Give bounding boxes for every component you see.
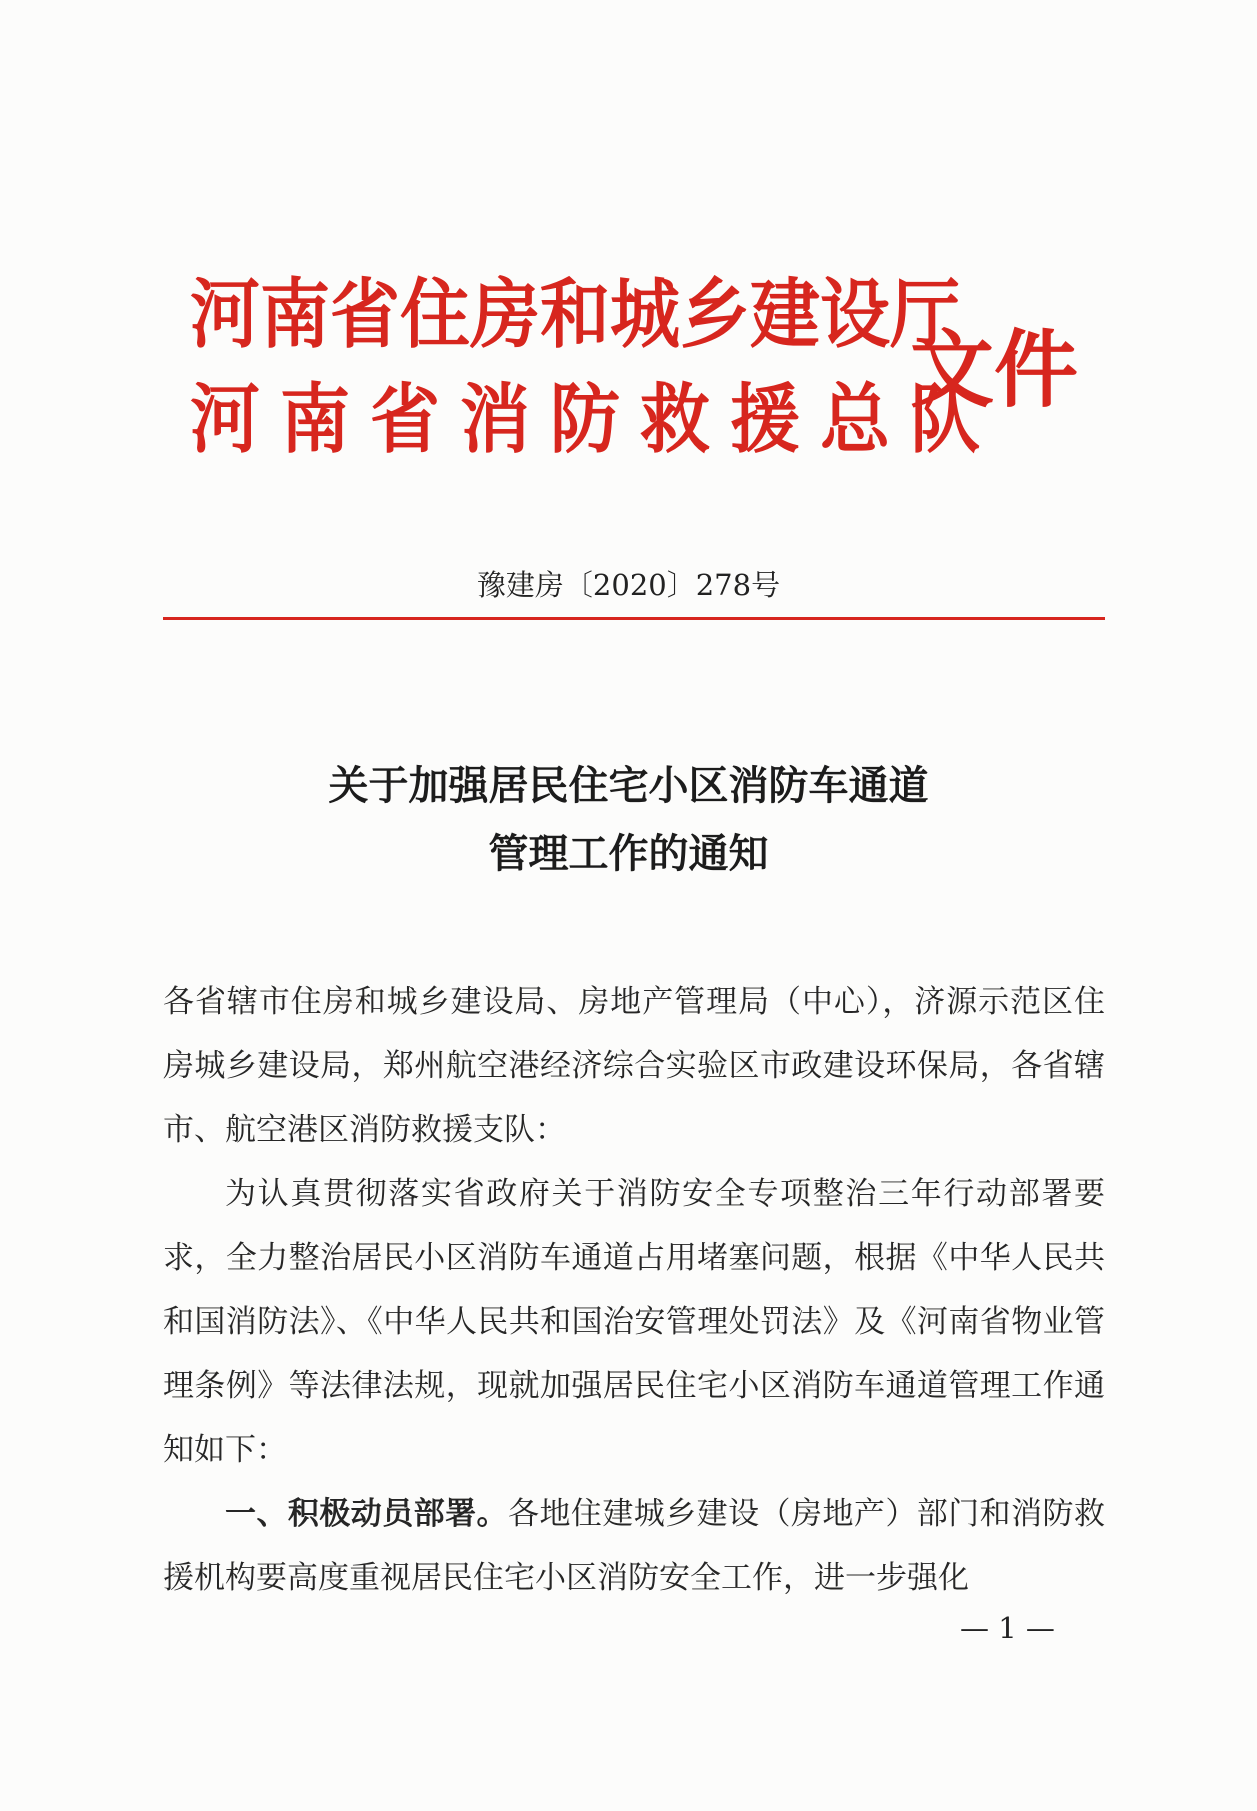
title-line-1: 关于加强居民住宅小区消防车通道 bbox=[328, 763, 929, 809]
document-body bbox=[163, 970, 1105, 1610]
section-1-text: 各地住建城乡建设（房地产）部门和消防救援机构要高度重视居民住宅小区消防安全工作，进一步强化 bbox=[163, 1496, 1105, 1596]
title-line-2: 管理工作的通知 bbox=[488, 831, 769, 877]
red-separator-line bbox=[163, 617, 1105, 620]
issuer-line-1: 河南省住房和城乡建设厅 bbox=[190, 270, 960, 359]
page-number: — 1 — bbox=[960, 1611, 1055, 1645]
issuer-line-2: 河南省消防救援总队 bbox=[190, 375, 1000, 464]
document-kind-label: 文件 bbox=[910, 321, 1079, 419]
document-number: 豫建房〔2020〕278号 bbox=[476, 568, 781, 602]
addressees-paragraph: 各省辖市住房和城乡建设局、房地产管理局（中心），济源示范区住房城乡建设局，郑州航空港经济综合实验区市政建设环保局，各省辖市、航空港区消防救援支队： bbox=[163, 984, 1105, 1148]
red-header bbox=[190, 265, 1090, 465]
intro-paragraph: 为认真贯彻落实省政府关于消防安全专项整治三年行动部署要求，全力整治居民小区消防车通道占用堵塞问题，根据《中华人民共和国消防法》、《中华人民共和国治安管理处罚法》及《河南省物业管理条例》等法律法规，现就加强居民住宅小区消防车通道管理工作通知如下： bbox=[163, 1176, 1105, 1468]
section-1-heading: 一、积极动员部署。 bbox=[225, 1496, 508, 1532]
section-1-paragraph bbox=[163, 1482, 1105, 1610]
document-title bbox=[0, 752, 1257, 888]
